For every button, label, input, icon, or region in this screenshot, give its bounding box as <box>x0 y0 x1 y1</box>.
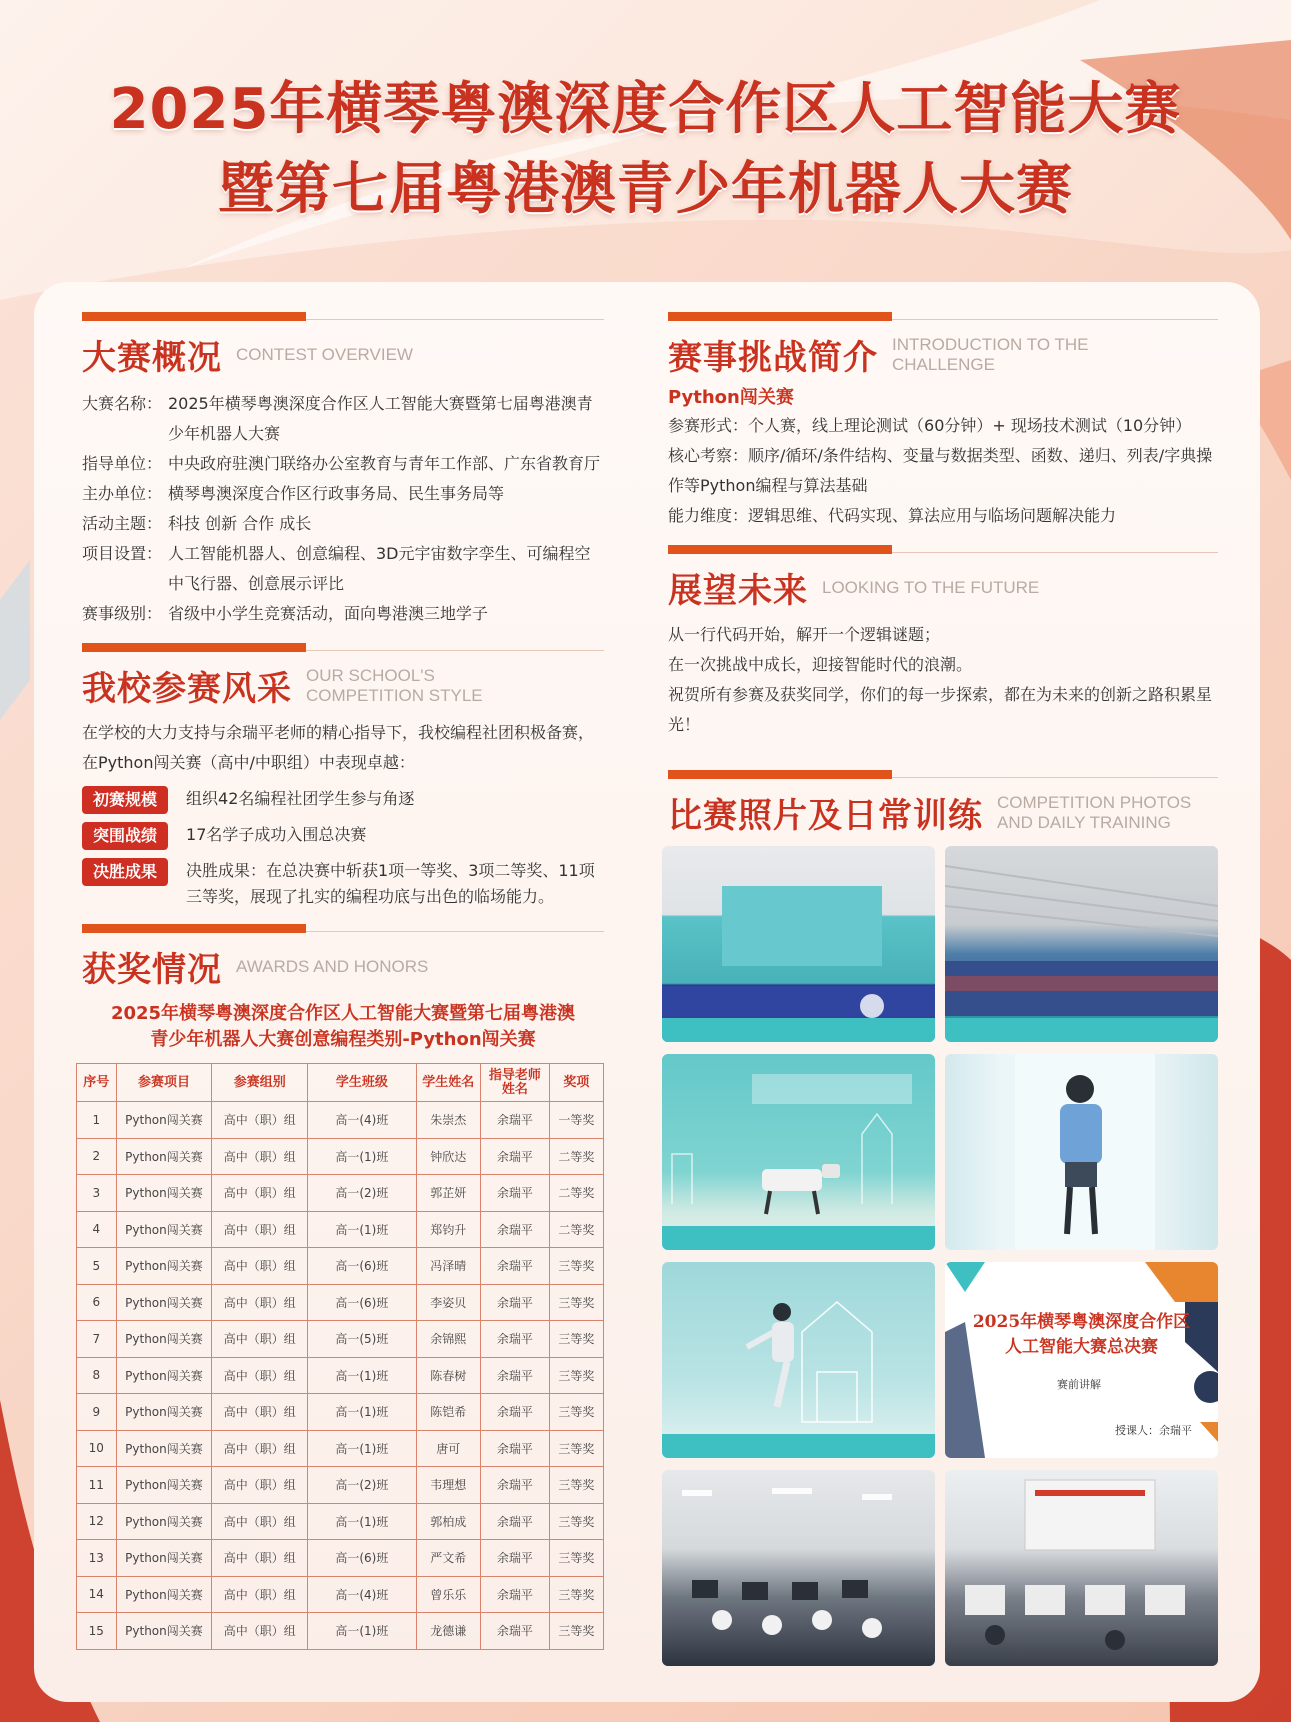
awards-table-cell: 余瑞平 <box>481 1321 550 1358</box>
awards-table-cell: 三等奖 <box>549 1321 603 1358</box>
awards-table-cell: 龙德谦 <box>416 1613 481 1650</box>
header-index: 序号 <box>77 1064 117 1102</box>
awards-table-cell: 高一(6)班 <box>308 1540 416 1577</box>
awards-table-cell: 三等奖 <box>549 1357 603 1394</box>
photo-lecture-slide <box>945 1262 1218 1458</box>
school-title: 我校参赛风采 <box>82 669 292 709</box>
awards-table-cell: Python闯关赛 <box>116 1576 212 1613</box>
future-title: 展望未来 <box>668 571 808 611</box>
challenge-heading <box>668 330 1218 379</box>
awards-table-cell: Python闯关赛 <box>116 1175 212 1212</box>
header-class: 学生班级 <box>308 1064 416 1102</box>
future-section <box>668 545 1218 740</box>
section-divider <box>82 643 604 653</box>
result-text: 决胜成果：在总决赛中斩获1项一等奖、3项二等奖、11项三等奖，展现了扎实的编程功底与出色的临场能力。 <box>186 861 595 906</box>
awards-title-en: AWARDS AND HONORS <box>236 956 429 976</box>
awards-table-cell: 12 <box>77 1503 117 1540</box>
awards-table-title-line1: 2025年横琴粤澳深度合作区人工智能大赛暨第七届粤港澳 <box>110 1003 576 1024</box>
row-value: 人工智能机器人、创意编程、3D元宇宙数字孪生、可编程空中飞行器、创意展示评比 <box>168 544 591 593</box>
awards-table-cell: Python闯关赛 <box>116 1284 212 1321</box>
awards-table-cell: 余瑞平 <box>481 1576 550 1613</box>
awards-table-cell: 14 <box>77 1576 117 1613</box>
awards-table-cell: 二等奖 <box>549 1138 603 1175</box>
awards-table-body <box>77 1102 604 1650</box>
poster-title <box>0 70 1291 230</box>
awards-table-row <box>77 1102 604 1139</box>
overview-row <box>82 509 604 539</box>
awards-table-cell: 高一(4)班 <box>308 1576 416 1613</box>
poster-title-line2: 暨第七届粤港澳青少年机器人大赛 <box>218 157 1073 222</box>
awards-table-row <box>77 1357 604 1394</box>
row-key: 赛事级别： <box>82 604 163 623</box>
challenge-section <box>668 312 1218 531</box>
awards-table-cell: 三等奖 <box>549 1248 603 1285</box>
awards-table-cell: 陈春树 <box>416 1357 481 1394</box>
photo-stage <box>662 846 935 1042</box>
photo-classroom-1 <box>662 1470 935 1666</box>
slide-author: 授课人：余瑞平 <box>1115 1424 1192 1437</box>
school-title-en <box>306 666 483 706</box>
photo-classroom-2 <box>945 1470 1218 1666</box>
challenge-title-en-line1: INTRODUCTION TO THE <box>892 334 1089 354</box>
awards-table-cell: 高一(1)班 <box>308 1357 416 1394</box>
future-heading <box>668 563 1218 612</box>
awards-table-row <box>77 1503 604 1540</box>
result-tag: 突围战绩 <box>82 822 168 850</box>
right-column <box>668 312 1218 837</box>
row-key: 活动主题： <box>82 514 163 533</box>
awards-table-cell: 高一(1)班 <box>308 1503 416 1540</box>
awards-table-cell: 高中（职）组 <box>212 1138 308 1175</box>
overview-row <box>82 449 604 479</box>
section-divider <box>668 545 1218 555</box>
awards-table-cell: 余瑞平 <box>481 1248 550 1285</box>
overview-title-en: CONTEST OVERVIEW <box>236 344 413 364</box>
awards-title: 获奖情况 <box>82 950 222 990</box>
slide-title-line1: 2025年横琴粤澳深度合作区 <box>972 1312 1191 1332</box>
section-divider <box>82 924 604 934</box>
awards-table-cell: 三等奖 <box>549 1613 603 1650</box>
awards-heading <box>82 942 604 991</box>
awards-table-cell: 钟欣达 <box>416 1138 481 1175</box>
school-section <box>82 643 604 910</box>
awards-table-cell: 高中（职）组 <box>212 1394 308 1431</box>
slide-title <box>967 1310 1196 1360</box>
awards-table-cell: Python闯关赛 <box>116 1430 212 1467</box>
awards-table-cell: 二等奖 <box>549 1175 603 1212</box>
overview-list <box>82 389 604 629</box>
awards-table-cell: 郑钧升 <box>416 1211 481 1248</box>
awards-table-cell: 高中（职）组 <box>212 1576 308 1613</box>
awards-table-row <box>77 1430 604 1467</box>
awards-table-row <box>77 1540 604 1577</box>
header-project: 参赛项目 <box>116 1064 212 1102</box>
header-group: 参赛组别 <box>212 1064 308 1102</box>
school-heading <box>82 661 604 710</box>
overview-row <box>82 599 604 629</box>
row-value: 省级中小学生竞赛活动，面向粤港澳三地学子 <box>168 604 489 623</box>
school-result-row <box>82 858 604 910</box>
awards-table-cell: 高一(6)班 <box>308 1248 416 1285</box>
awards-table-cell: Python闯关赛 <box>116 1394 212 1431</box>
awards-table-cell: 8 <box>77 1357 117 1394</box>
poster-title-line1: 2025年横琴粤澳深度合作区人工智能大赛 <box>109 77 1182 142</box>
awards-table-cell: 高中（职）组 <box>212 1357 308 1394</box>
awards-table-cell: 高一(1)班 <box>308 1138 416 1175</box>
awards-table-cell: Python闯关赛 <box>116 1467 212 1504</box>
overview-row <box>82 479 604 509</box>
awards-table-cell: Python闯关赛 <box>116 1138 212 1175</box>
awards-table-cell: 高一(5)班 <box>308 1321 416 1358</box>
photos-title-en-line1: COMPETITION PHOTOS <box>997 792 1192 812</box>
awards-table-cell: 高一(6)班 <box>308 1284 416 1321</box>
awards-table-cell: 高中（职）组 <box>212 1613 308 1650</box>
awards-table-cell: 朱崇杰 <box>416 1102 481 1139</box>
awards-table-header <box>77 1064 604 1102</box>
awards-table-cell: 二等奖 <box>549 1211 603 1248</box>
future-line: 从一行代码开始，解开一个逻辑谜题； <box>668 625 941 644</box>
awards-table-cell: 高一(2)班 <box>308 1175 416 1212</box>
result-tag: 决胜成果 <box>82 858 168 886</box>
school-intro: 在学校的大力支持与余瑞平老师的精心指导下，我校编程社团积极备赛，在Python闯关赛（高中/中职组）中表现卓越： <box>82 723 595 772</box>
awards-table-cell: Python闯关赛 <box>116 1248 212 1285</box>
school-result-row <box>82 822 604 850</box>
awards-table-cell: 6 <box>77 1284 117 1321</box>
awards-table-cell: 陈铠希 <box>416 1394 481 1431</box>
awards-table-cell: 曾乐乐 <box>416 1576 481 1613</box>
awards-table-cell: 冯泽晴 <box>416 1248 481 1285</box>
awards-table-cell: 高中（职）组 <box>212 1248 308 1285</box>
awards-table-cell: 严文希 <box>416 1540 481 1577</box>
awards-table-row <box>77 1284 604 1321</box>
awards-table-cell: Python闯关赛 <box>116 1102 212 1139</box>
row-key: 参赛形式： <box>668 416 749 435</box>
row-value: 中央政府驻澳门联络办公室教育与青年工作部、广东省教育厅 <box>168 454 601 473</box>
awards-table-cell: 高一(2)班 <box>308 1467 416 1504</box>
photo-hall <box>945 846 1218 1042</box>
row-value: 科技 创新 合作 成长 <box>168 514 312 533</box>
photo-backdrop-robot-dog <box>662 1054 935 1250</box>
awards-table-cell: 高中（职）组 <box>212 1284 308 1321</box>
challenge-list <box>668 411 1218 531</box>
awards-table-cell: 11 <box>77 1467 117 1504</box>
slide-subtitle: 赛前讲解 <box>1057 1378 1101 1391</box>
overview-section <box>82 312 604 629</box>
photos-heading <box>668 788 1218 837</box>
row-key: 核心考察： <box>668 446 749 465</box>
awards-table-cell: 余瑞平 <box>481 1102 550 1139</box>
section-divider <box>668 770 1218 780</box>
awards-table-row <box>77 1248 604 1285</box>
awards-table-cell: 高中（职）组 <box>212 1175 308 1212</box>
row-value: 个人赛，线上理论测试（60分钟）+ 现场技术测试（10分钟） <box>748 416 1192 435</box>
awards-table-cell: 13 <box>77 1540 117 1577</box>
awards-table-cell: 高一(1)班 <box>308 1613 416 1650</box>
row-value: 2025年横琴粤澳深度合作区人工智能大赛暨第七届粤港澳青少年机器人大赛 <box>168 394 593 443</box>
awards-table-cell: Python闯关赛 <box>116 1540 212 1577</box>
awards-table-cell: 三等奖 <box>549 1576 603 1613</box>
header-award: 奖项 <box>549 1064 603 1102</box>
awards-table-row <box>77 1394 604 1431</box>
awards-table-row <box>77 1138 604 1175</box>
awards-table-cell: 高一(4)班 <box>308 1102 416 1139</box>
awards-table-row <box>77 1321 604 1358</box>
awards-table-cell: 韦理想 <box>416 1467 481 1504</box>
challenge-title-en-line2: CHALLENGE <box>892 354 995 374</box>
awards-table-row <box>77 1467 604 1504</box>
awards-table-cell: Python闯关赛 <box>116 1503 212 1540</box>
awards-table-cell: 余瑞平 <box>481 1175 550 1212</box>
future-line: 在一次挑战中成长，迎接智能时代的浪潮。 <box>668 655 973 674</box>
challenge-title-en <box>892 335 1088 375</box>
future-text <box>668 620 1218 740</box>
awards-table-row <box>77 1175 604 1212</box>
overview-heading <box>82 330 604 379</box>
result-text: 组织42名编程社团学生参与角逐 <box>186 789 415 808</box>
photo-dancing-robot <box>662 1262 935 1458</box>
awards-table-cell: 高一(1)班 <box>308 1211 416 1248</box>
row-key: 项目设置： <box>82 544 163 563</box>
future-title-en: LOOKING TO THE FUTURE <box>822 577 1040 597</box>
awards-table-cell: 余瑞平 <box>481 1503 550 1540</box>
row-key: 能力维度： <box>668 506 749 525</box>
awards-table-cell: 高中（职）组 <box>212 1211 308 1248</box>
challenge-row <box>668 411 1218 441</box>
awards-table-cell: 高中（职）组 <box>212 1503 308 1540</box>
awards-table-cell: 李姿贝 <box>416 1284 481 1321</box>
awards-table-row <box>77 1211 604 1248</box>
awards-table-cell: 郭芷妍 <box>416 1175 481 1212</box>
awards-table-row <box>77 1613 604 1650</box>
row-key: 主办单位： <box>82 484 163 503</box>
awards-table-cell: Python闯关赛 <box>116 1357 212 1394</box>
overview-title: 大赛概况 <box>82 338 222 378</box>
school-result-row <box>82 786 604 814</box>
awards-table-cell: 高中（职）组 <box>212 1467 308 1504</box>
row-value: 逻辑思维、代码实现、算法应用与临场问题解决能力 <box>748 506 1117 525</box>
header-student: 学生姓名 <box>416 1064 481 1102</box>
photos-title-en-line2: AND DAILY TRAINING <box>997 812 1171 832</box>
slide-title-line2: 人工智能大赛总决赛 <box>1005 1337 1158 1357</box>
photos-title: 比赛照片及日常训练 <box>668 796 983 836</box>
awards-table-cell: 三等奖 <box>549 1467 603 1504</box>
awards-section <box>82 924 604 1650</box>
awards-table-cell: 余锦熙 <box>416 1321 481 1358</box>
challenge-row <box>668 501 1218 531</box>
awards-table-cell: 唐可 <box>416 1430 481 1467</box>
section-divider <box>82 312 604 322</box>
awards-table-cell: 三等奖 <box>549 1284 603 1321</box>
awards-table-cell: 10 <box>77 1430 117 1467</box>
awards-table-cell: Python闯关赛 <box>116 1211 212 1248</box>
challenge-title: 赛事挑战简介 <box>668 338 878 378</box>
awards-table-title <box>82 1001 604 1053</box>
result-text: 17名学子成功入围总决赛 <box>186 825 367 844</box>
awards-table-cell: 高中（职）组 <box>212 1102 308 1139</box>
awards-table-cell: 郭柏成 <box>416 1503 481 1540</box>
overview-row <box>82 389 604 449</box>
result-tag: 初赛规模 <box>82 786 168 814</box>
challenge-subtitle: Python闯关赛 <box>668 387 794 408</box>
awards-table-cell: 2 <box>77 1138 117 1175</box>
overview-row <box>82 539 604 599</box>
awards-table-cell: 高中（职）组 <box>212 1321 308 1358</box>
awards-table-cell: 三等奖 <box>549 1503 603 1540</box>
awards-table-cell: 5 <box>77 1248 117 1285</box>
awards-table-cell: Python闯关赛 <box>116 1613 212 1650</box>
awards-table-cell: 高一(1)班 <box>308 1394 416 1431</box>
awards-table <box>76 1063 604 1650</box>
photos-title-en <box>997 793 1191 833</box>
awards-table-cell: 余瑞平 <box>481 1284 550 1321</box>
row-value: 横琴粤澳深度合作区行政事务局、民生事务局等 <box>168 484 505 503</box>
awards-table-cell: 余瑞平 <box>481 1138 550 1175</box>
awards-table-cell: 三等奖 <box>549 1540 603 1577</box>
awards-table-cell: 高一(1)班 <box>308 1430 416 1467</box>
future-line: 祝贺所有参赛及获奖同学，你们的每一步探索，都在为未来的创新之路积累星光！ <box>668 685 1213 734</box>
awards-table-cell: 1 <box>77 1102 117 1139</box>
row-key: 指导单位： <box>82 454 163 473</box>
section-divider <box>668 312 1218 322</box>
awards-table-cell: 余瑞平 <box>481 1357 550 1394</box>
awards-table-cell: 高中（职）组 <box>212 1430 308 1467</box>
row-value: 顺序/循环/条件结构、变量与数据类型、函数、递归、列表/字典操作等Python编程与算法基础 <box>668 446 1213 495</box>
awards-table-cell: 余瑞平 <box>481 1467 550 1504</box>
awards-table-title-line2: 青少年机器人大赛创意编程类别-Python闯关赛 <box>150 1029 536 1050</box>
awards-table-row <box>77 1576 604 1613</box>
awards-table-cell: Python闯关赛 <box>116 1321 212 1358</box>
header-teacher: 指导老师 姓名 <box>481 1064 550 1102</box>
school-title-en-line2: COMPETITION STYLE <box>306 685 483 705</box>
awards-table-cell: 三等奖 <box>549 1394 603 1431</box>
awards-table-cell: 高中（职）组 <box>212 1540 308 1577</box>
awards-table-cell: 三等奖 <box>549 1430 603 1467</box>
row-key: 大赛名称： <box>82 394 163 413</box>
awards-table-cell: 一等奖 <box>549 1102 603 1139</box>
photo-humanoid-robot <box>945 1054 1218 1250</box>
left-column <box>82 312 604 1650</box>
school-title-en-line1: OUR SCHOOL'S <box>306 665 435 685</box>
awards-table-cell: 9 <box>77 1394 117 1431</box>
awards-table-cell: 3 <box>77 1175 117 1212</box>
awards-table-cell: 余瑞平 <box>481 1211 550 1248</box>
challenge-row <box>668 441 1218 501</box>
awards-table-cell: 余瑞平 <box>481 1430 550 1467</box>
awards-table-cell: 余瑞平 <box>481 1540 550 1577</box>
awards-table-cell: 余瑞平 <box>481 1394 550 1431</box>
awards-table-cell: 余瑞平 <box>481 1613 550 1650</box>
awards-table-cell: 4 <box>77 1211 117 1248</box>
photos-section <box>668 770 1218 837</box>
awards-table-cell: 7 <box>77 1321 117 1358</box>
awards-table-cell: 15 <box>77 1613 117 1650</box>
